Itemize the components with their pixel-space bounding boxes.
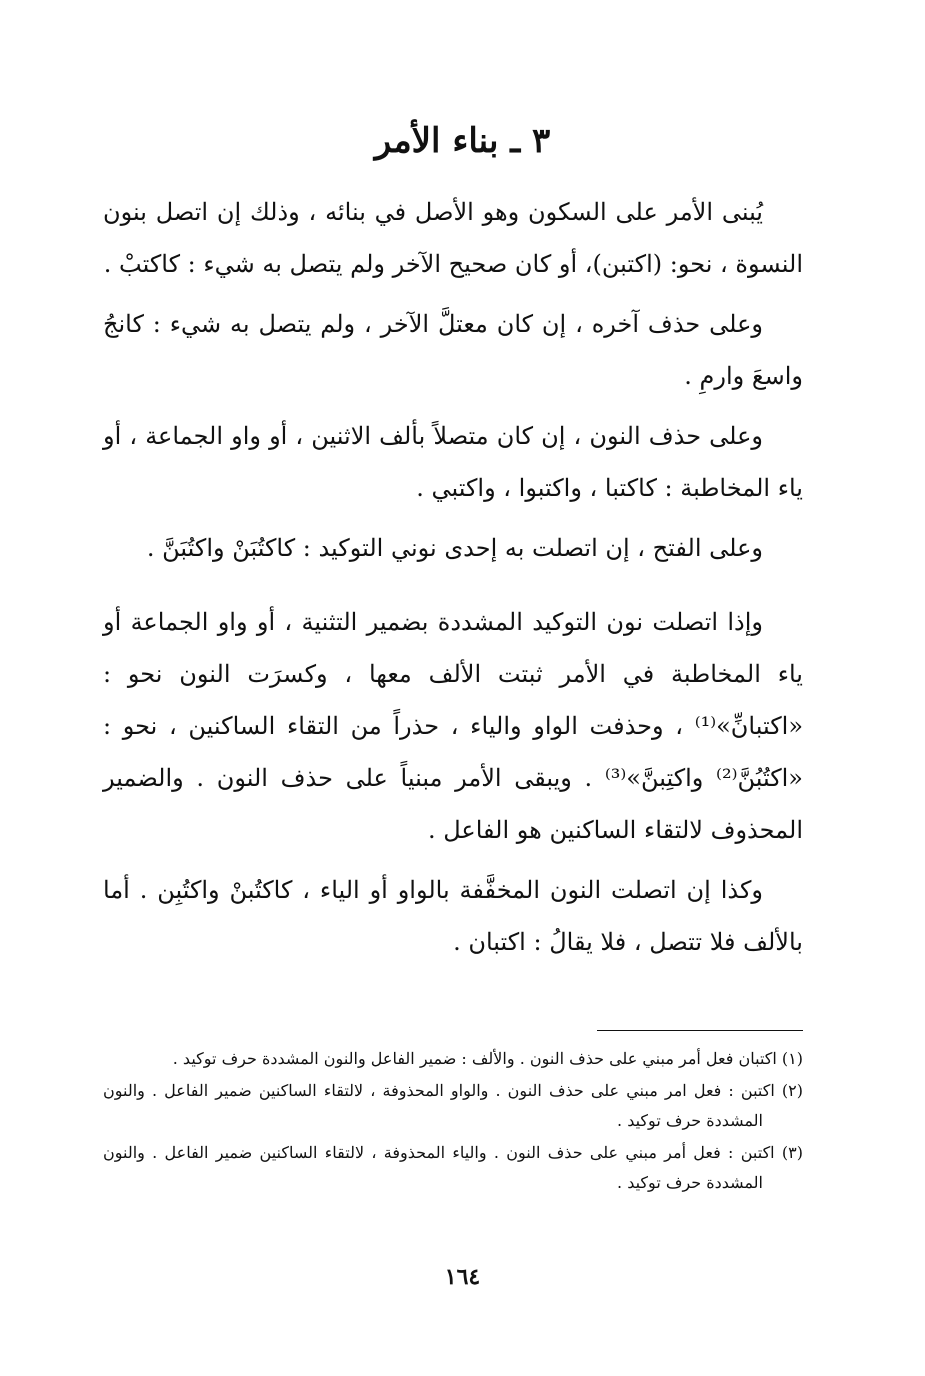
footnote-2: (٢) اكتبن : فعل امر مبني على حذف النون . والواو المحذوفة ، لالتقاء الساكنين ضمير الفاعل . والنون المشددة حرف توكيد .: [103, 1081, 803, 1130]
footnote-divider: [597, 1030, 803, 1031]
paragraph-nun-mukhaffafa: وكذا إن اتصلت النون المخفَّفة بالواو أو الياء ، كاكتُبنْ واكتُبِن . أما بالألف فلا تتصل ، فلا يقالُ : اكتبان .: [103, 876, 803, 956]
footnote-1: (١) اكتبان فعل أمر مبني على حذف النون . والألف : ضمير الفاعل والنون المشددة حرف توكيد .: [172, 1049, 803, 1068]
footnote-3: (٣) اكتبن : فعل أمر مبني على حذف النون . والياء المحذوفة ، لالتقاء الساكنين ضمير الفاعل . والنون المشددة حرف توكيد .: [103, 1143, 803, 1192]
footnotes: [103, 1044, 803, 1200]
paragraph-nun-tawkid-mushaddada: وإذا اتصلت نون التوكيد المشددة بضمير التثنية ، أو واو الجماعة أو ياء المخاطبة في الأمر ثبتت الألف معها ، وكسرَت النون نحو : «اكتبانِّ»⁽¹⁾ ، وحذفت الواو والياء ، حذراً من التقاء الساكنين ، نحو : «اكتُبُنَّ⁽²⁾ واكتِبنَّ»⁽³⁾ . ويبقى الأمر مبنياً على حذف النون . والضمير المحذوف لالتقاء الساكنين هو الفاعل .: [103, 608, 803, 844]
section-heading: ٣ ـ بناء الأمر: [374, 120, 551, 161]
paragraph-hadhf-nun: وعلى حذف النون ، إن كان متصلاً بألف الاثنين ، أو واو الجماعة ، أو ياء المخاطبة : كاكتبا ، واكتبوا ، واكتبي .: [103, 422, 803, 502]
paragraph-fath: وعلى الفتح ، إن اتصلت به إحدى نوني التوكيد : كاكتُبَنْ واكتُبَنَّ .: [146, 534, 763, 562]
page-number: ١٦٤: [444, 1264, 481, 1290]
paragraph-hadhf-akhir: وعلى حذف آخره ، إن كان معتلَّ الآخر ، ولم يتصل به شيء : كانجُ واسعَ وارمِ .: [103, 310, 803, 390]
paragraph-sukun: يُبنى الأمر على السكون وهو الأصل في بنائه ، وذلك إن اتصل بنون النسوة ، نحو: (اكتبن)، أو كان صحيح الآخر ولم يتصل به شيء : كاكتبْ .: [103, 198, 803, 278]
body-text: [103, 186, 803, 976]
